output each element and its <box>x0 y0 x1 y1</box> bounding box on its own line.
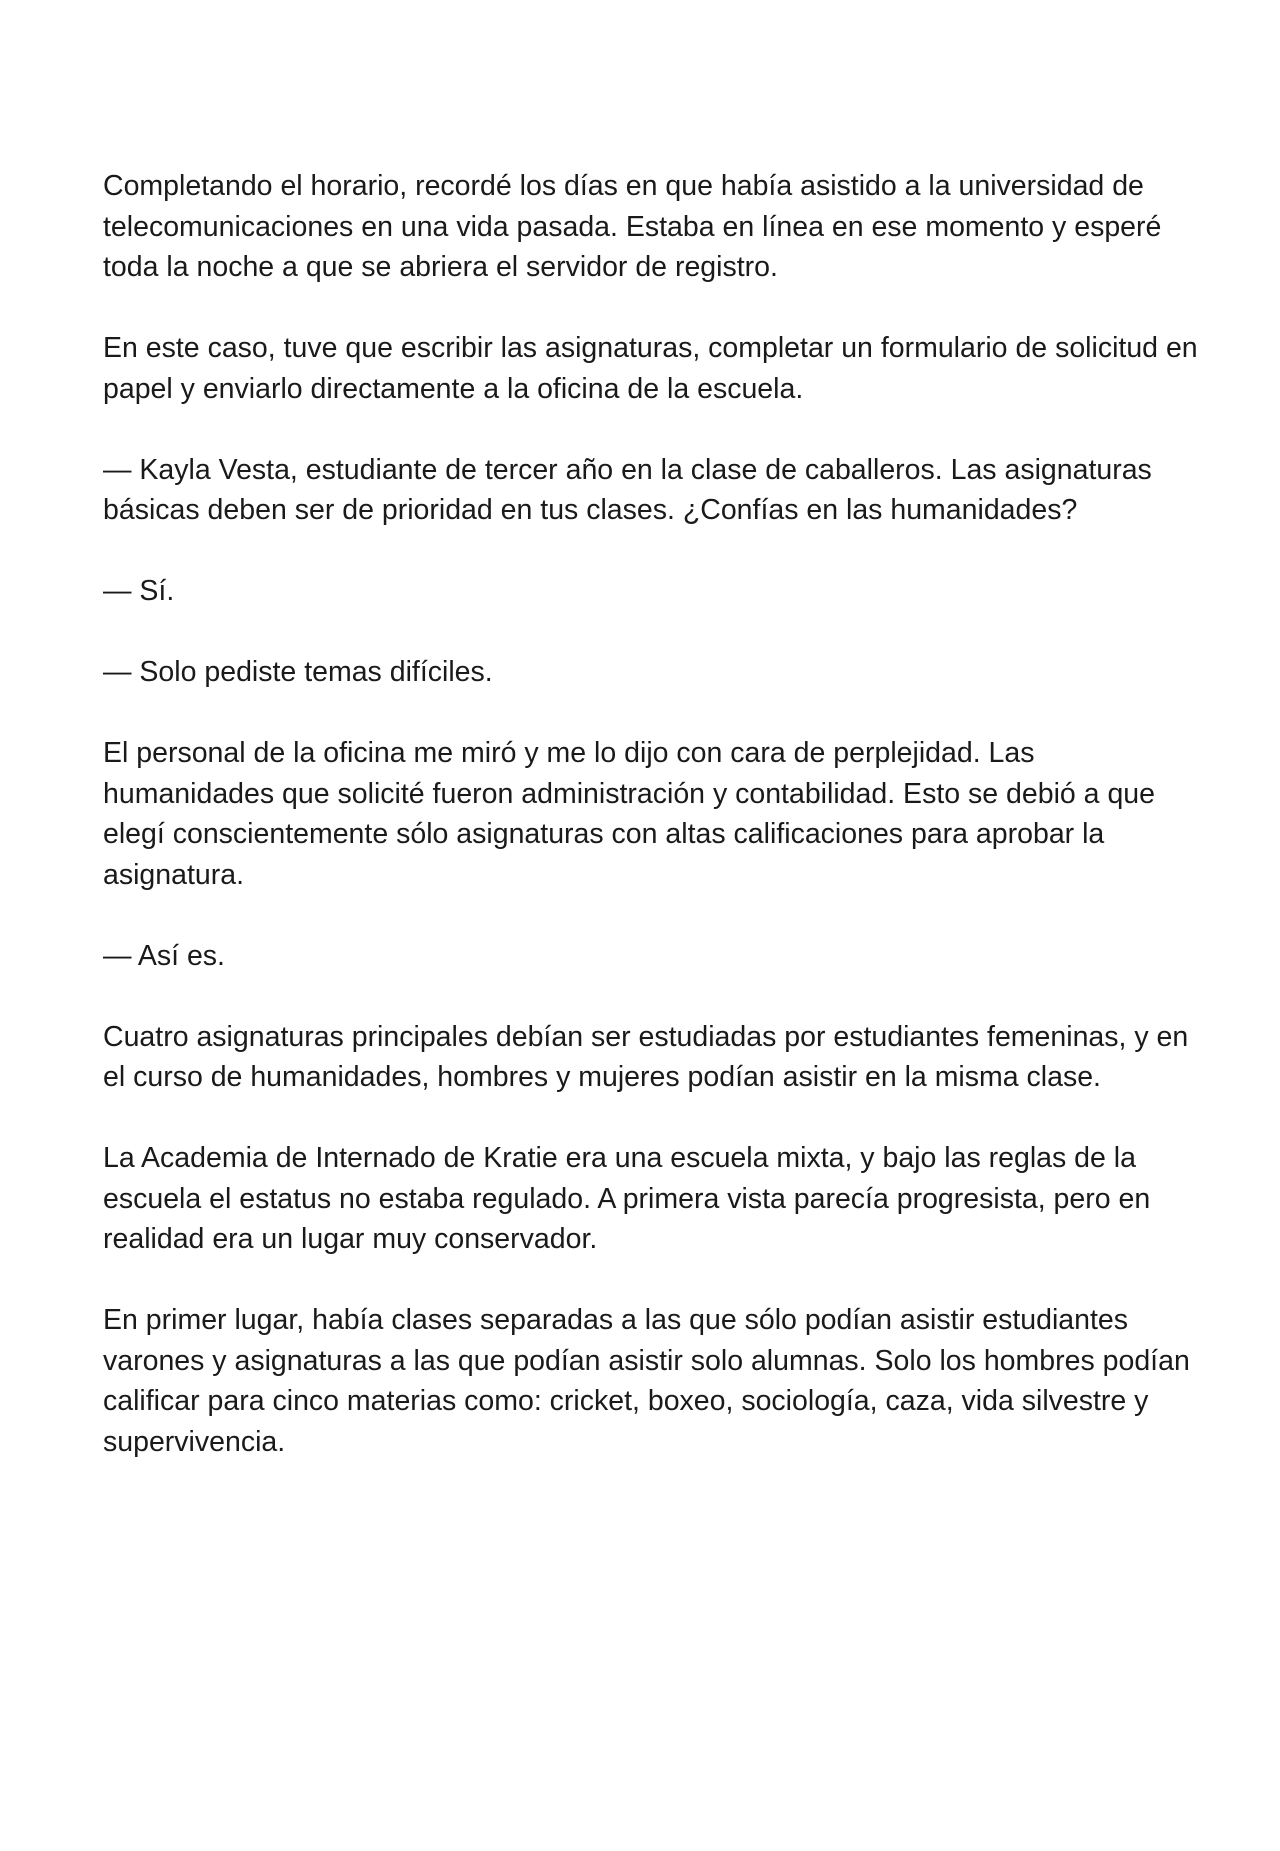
document-body <box>103 166 1213 1462</box>
paragraph: La Academia de Internado de Kratie era una escuela mixta, y bajo las reglas de la escuela el estatus no estaba regulado. A primera vista parecía progresista, pero en realidad era un lugar muy conservador. <box>103 1142 1151 1255</box>
dialogue-line: — Sí. <box>103 575 175 607</box>
paragraph: En primer lugar, había clases separadas a las que sólo podían asistir estudiantes varones y asignaturas a las que podían asistir solo alumnas. Solo los hombres podían calificar para cinco materias como: cricket, boxeo, sociología, caza, vida silvestre y supervivencia. <box>103 1304 1190 1458</box>
dialogue-line: — Kayla Vesta, estudiante de tercer año en la clase de caballeros. Las asignaturas básicas deben ser de prioridad en tus clases. ¿Confías en las humanidades? <box>103 453 1152 526</box>
paragraph: Completando el horario, recordé los días en que había asistido a la universidad de telecomunicaciones en una vida pasada. Estaba en línea en ese momento y esperé toda la noche a que se abriera el servidor de registro. <box>103 170 1162 283</box>
dialogue-line: — Solo pediste temas difíciles. <box>103 656 493 688</box>
dialogue-line: — Así es. <box>103 939 225 972</box>
paragraph: En este caso, tuve que escribir las asignaturas, completar un formulario de solicitud en papel y enviarlo directamente a la oficina de la escuela. <box>103 332 1198 405</box>
paragraph: El personal de la oficina me miró y me lo dijo con cara de perplejidad. Las humanidades que solicité fueron administración y contabilidad. Esto se debió a que elegí conscientemente sólo asignaturas con altas calificaciones para aprobar la asignatura. <box>103 737 1155 891</box>
paragraph: Cuatro asignaturas principales debían ser estudiadas por estudiantes femeninas, y en el curso de humanidades, hombres y mujeres podían asistir en la misma clase. <box>103 1020 1189 1093</box>
